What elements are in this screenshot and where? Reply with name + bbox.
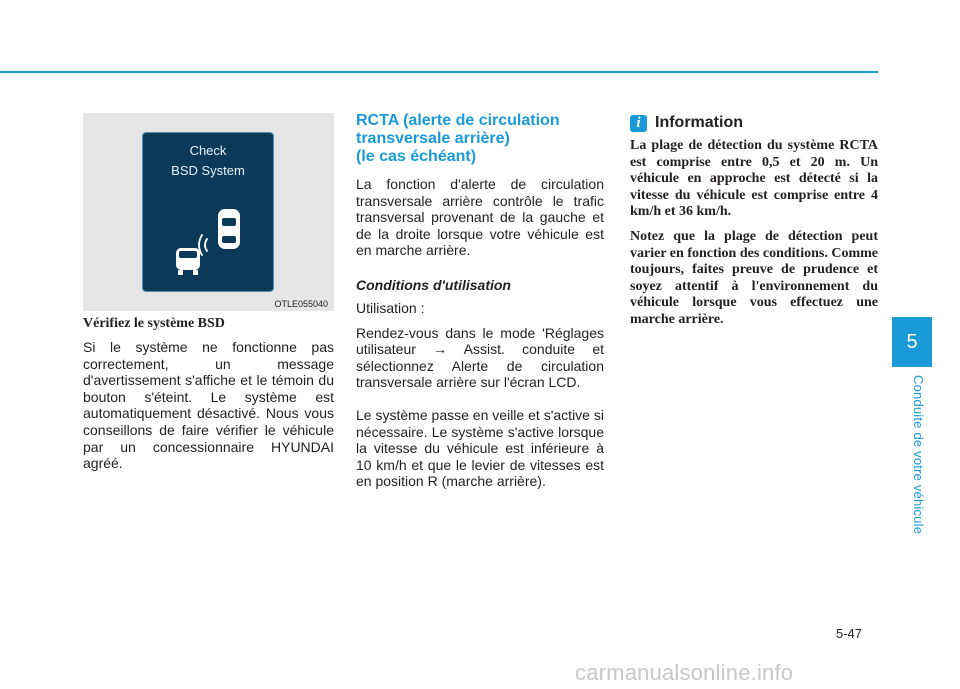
rcta-title-line2: transversale arrière) <box>356 130 510 147</box>
chapter-title: Conduite de votre véhicule <box>911 375 926 535</box>
watermark: carmanualsonline.info <box>575 660 794 685</box>
page-number: 5-47 <box>836 626 863 641</box>
approaching-vehicle-icon <box>176 248 200 275</box>
column-3 <box>630 114 878 337</box>
information-icon: i <box>630 115 647 132</box>
header-rule <box>0 71 878 73</box>
caution-paragraph: Notez que la plage de détection peut varier en fonction des conditions. Comme toujours, faites preuve de prudence et soyez attentif à l'environnement du véhicule lorsque vous effectuez une marche arrière. <box>630 228 878 327</box>
column-1 <box>83 339 334 472</box>
figure-caption: Vérifiez le système BSD <box>83 316 225 331</box>
lcd-message-line1: Check <box>189 143 227 158</box>
arrow-glyph: → <box>433 341 448 358</box>
radar-wave-icon <box>199 235 207 255</box>
own-vehicle-icon <box>218 209 240 249</box>
column-2 <box>356 112 604 490</box>
rcta-title-line1: RCTA (alerte de circulation <box>356 112 560 129</box>
settings-text-after: Assist. conduite et sélectionnez Alerte de circulation transversale arrière sur l'écran LCD. <box>356 341 604 391</box>
rcta-section-title <box>356 112 604 166</box>
rcta-intro-paragraph: La fonction d'alerte de circulation transversale arrière contrôle le trafic transversal provenant de la gauche et de la droite lorsque votre véhicule est en marche arrière. <box>356 176 604 259</box>
settings-paragraph <box>356 325 604 391</box>
chapter-tab: 5 <box>892 317 932 367</box>
usage-label: Utilisation : <box>356 299 425 316</box>
settings-text-before: Rendez-vous dans le mode 'Réglages utilisateur <box>356 324 604 358</box>
bsd-cars-illustration <box>143 133 273 291</box>
lcd-message-line2: BSD System <box>171 163 245 178</box>
detection-range-paragraph: La plage de détection du système RCTA est comprise entre 0,5 et 20 m. Un véhicule en approche est détecté si la vitesse du véhicule est comprise entre 4 km/h et 36 km/h. <box>630 138 878 220</box>
conditions-subheading: Conditions d'utilisation <box>356 276 511 293</box>
rcta-title-line3: (le cas échéant) <box>356 148 477 165</box>
information-title: Information <box>655 114 743 131</box>
standby-paragraph: Le système passe en veille et s'active si nécessaire. Le système s'active lorsque la vitesse du véhicule est inférieure à 10 km/h et que le levier de vitesses est en position R (marche arrière). <box>356 406 604 490</box>
figure-code: OTLE055040 <box>274 299 328 309</box>
bsd-failure-paragraph: Si le système ne fonctionne pas correctement, un message d'avertissement s'affiche et le témoin du bouton s'éteint. Le système est automatiquement désactivé. Nous vous conseillons de faire vérifier le véhicule par un concessionnaire HYUNDAI agréé. <box>83 339 334 472</box>
information-header <box>630 114 878 132</box>
lcd-display <box>142 132 274 292</box>
bsd-warning-figure <box>83 113 334 311</box>
